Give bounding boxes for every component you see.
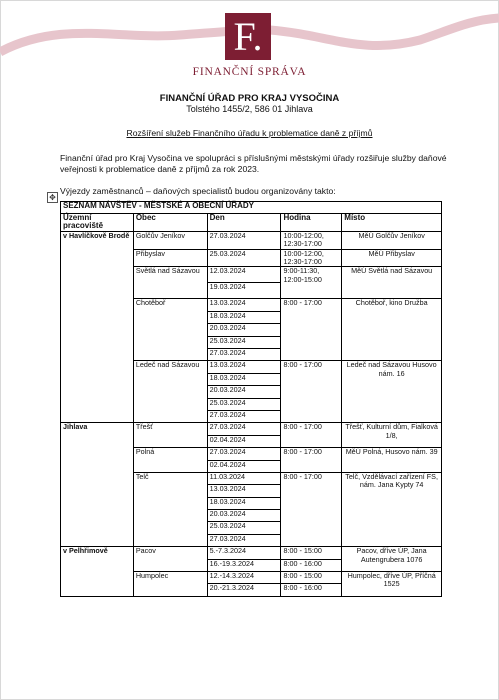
- hodina-cell: 10:00-12:00, 12:30-17:00: [281, 249, 342, 267]
- table-row: [61, 231, 442, 249]
- hodina-cell: 8:00 - 16:00: [281, 559, 342, 571]
- den-cell: 25.03.2024: [207, 522, 281, 534]
- den-cell: 25.03.2024: [207, 336, 281, 348]
- den-cell: 27.03.2024: [207, 448, 281, 460]
- col-header-pracoviste: Územní pracoviště: [61, 214, 134, 232]
- col-header-den: Den: [207, 214, 281, 232]
- den-cell: 02.04.2024: [207, 435, 281, 447]
- table-row: [61, 423, 442, 435]
- misto-cell: MěÚ Polná, Husovo nám. 39: [342, 448, 442, 473]
- den-cell: 5.-7.3.2024: [207, 547, 281, 559]
- col-header-hodina: Hodina: [281, 214, 342, 232]
- region-cell: Jihlava: [61, 423, 134, 547]
- den-cell: 18.03.2024: [207, 311, 281, 323]
- den-cell: 16.-19.3.2024: [207, 559, 281, 571]
- den-cell: 18.03.2024: [207, 373, 281, 385]
- hodina-cell: 9:00-11:30, 12:00-15:00: [281, 267, 342, 299]
- table-move-handle-icon[interactable]: ✥: [47, 192, 58, 203]
- office-title: FINANČNÍ ÚŘAD PRO KRAJ VYSOČINA: [159, 93, 340, 104]
- region-cell: v Pelhřimově: [61, 547, 134, 597]
- den-cell: 27.03.2024: [207, 423, 281, 435]
- den-cell: 12.03.2024: [207, 267, 281, 283]
- den-cell: 18.03.2024: [207, 497, 281, 509]
- obec-cell: Polná: [133, 448, 207, 473]
- misto-cell: Telč, Vzdělávací zařízení FS, nám. Jana Kypty 74: [342, 472, 442, 546]
- misto-cell: Chotěboř, kino Družba: [342, 299, 442, 361]
- den-cell: 25.03.2024: [207, 249, 281, 267]
- col-header-misto: Místo: [342, 214, 442, 232]
- den-cell: 20.03.2024: [207, 510, 281, 522]
- table-title: SEZNAM NÁVŠTĚV - MĚSTSKÉ A OBECNÍ ÚŘADY: [61, 202, 442, 214]
- den-cell: 11.03.2024: [207, 472, 281, 484]
- obec-cell: Pacov: [133, 547, 207, 572]
- den-cell: 20.-21.3.2024: [207, 584, 281, 596]
- den-cell: 27.03.2024: [207, 410, 281, 422]
- den-cell: 27.03.2024: [207, 231, 281, 249]
- obec-cell: Třešť: [133, 423, 207, 448]
- table-row: [61, 547, 442, 559]
- obec-cell: Humpolec: [133, 572, 207, 597]
- den-cell: 20.03.2024: [207, 324, 281, 336]
- misto-cell: Humpolec, dříve ÚP, Příčná 1525: [342, 572, 442, 597]
- logo-mark: F.: [225, 13, 271, 60]
- den-cell: 12.-14.3.2024: [207, 572, 281, 584]
- den-cell: 25.03.2024: [207, 398, 281, 410]
- hodina-cell: 8:00 - 17:00: [281, 361, 342, 423]
- hodina-cell: 8:00 - 15:00: [281, 547, 342, 559]
- den-cell: 19.03.2024: [207, 283, 281, 299]
- hodina-cell: 8:00 - 15:00: [281, 572, 342, 584]
- misto-cell: MěÚ Světlá nad Sázavou: [342, 267, 442, 299]
- hodina-cell: 8:00 - 17:00: [281, 299, 342, 361]
- misto-cell: Ledeč nad Sázavou Husovo nám. 16: [342, 361, 442, 423]
- hodina-cell: 8:00 - 17:00: [281, 472, 342, 546]
- visit-schedule-table: [60, 201, 442, 597]
- misto-cell: MěÚ Golčův Jeníkov: [342, 231, 442, 249]
- obec-cell: Přibyslav: [133, 249, 207, 267]
- region-cell: v Havlíčkově Brodě: [61, 231, 134, 423]
- misto-cell: MěÚ Přibyslav: [342, 249, 442, 267]
- den-cell: 27.03.2024: [207, 349, 281, 361]
- intro-line: Výjezdy zaměstnanců – daňových specialistů budou organizovány takto:: [60, 186, 336, 196]
- col-header-obec: Obec: [133, 214, 207, 232]
- hodina-cell: 8:00 - 17:00: [281, 448, 342, 473]
- intro-paragraph: Finanční úřad pro Kraj Vysočina ve spolupráci s příslušnými městskými úřady rozšiřuje služby daňové veřejnosti k problematice daně z příjmů za rok 2023.: [60, 153, 447, 174]
- obec-cell: Ledeč nad Sázavou: [133, 361, 207, 423]
- obec-cell: Chotěboř: [133, 299, 207, 361]
- den-cell: 13.03.2024: [207, 299, 281, 311]
- misto-cell: Třešť, Kulturní dům, Fialková 1/8,: [342, 423, 442, 448]
- den-cell: 13.03.2024: [207, 361, 281, 373]
- obec-cell: Telč: [133, 472, 207, 546]
- hodina-cell: 8:00 - 17:00: [281, 423, 342, 448]
- logo-text: FINANČNÍ SPRÁVA: [192, 66, 307, 78]
- den-cell: 02.04.2024: [207, 460, 281, 472]
- document-subtitle: Rozšíření služeb Finančního úřadu k problematice daně z příjmů: [126, 128, 373, 138]
- obec-cell: Golčův Jeníkov: [133, 231, 207, 249]
- den-cell: 20.03.2024: [207, 386, 281, 398]
- den-cell: 27.03.2024: [207, 534, 281, 546]
- hodina-cell: 8:00 - 16:00: [281, 584, 342, 596]
- den-cell: 13.03.2024: [207, 485, 281, 497]
- obec-cell: Světlá nad Sázavou: [133, 267, 207, 299]
- office-address: Tolstého 1455/2, 586 01 Jihlava: [186, 104, 313, 114]
- misto-cell: Pacov, dříve ÚP, Jana Autengrubera 1076: [342, 547, 442, 572]
- hodina-cell: 10:00-12:00, 12:30-17:00: [281, 231, 342, 249]
